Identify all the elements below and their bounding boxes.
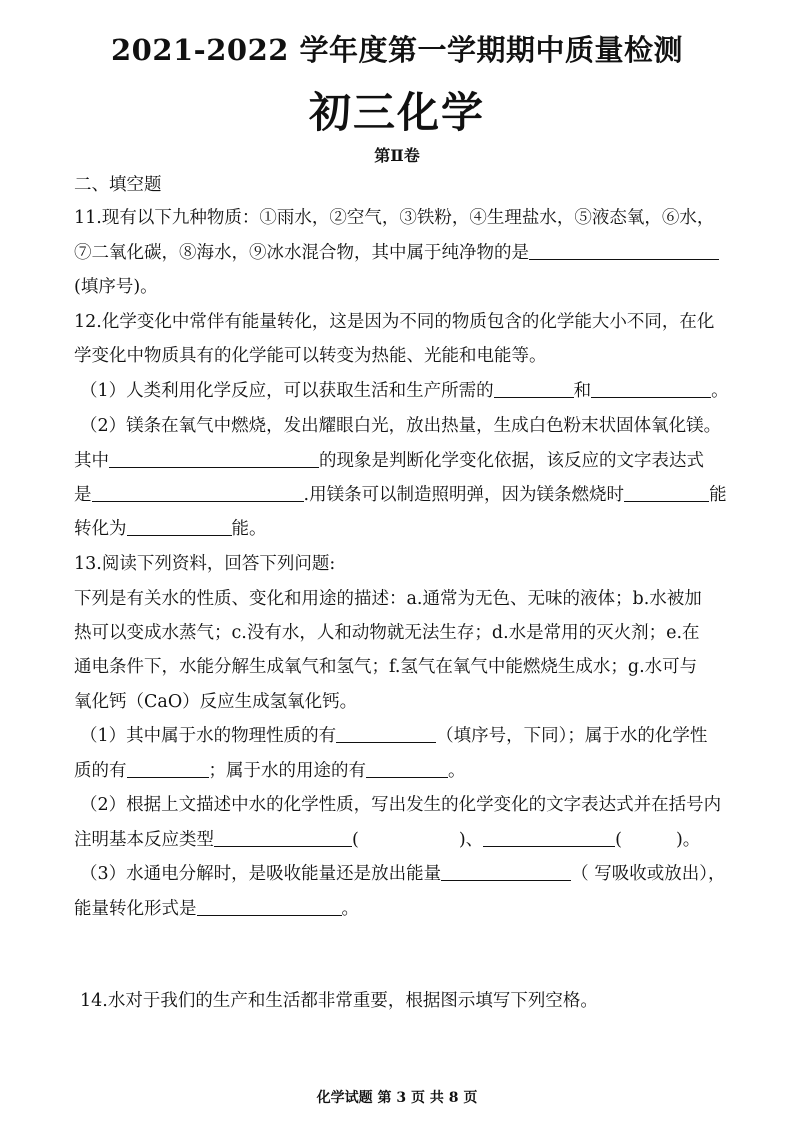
- q13-part3-text-c: 能量转化形式是: [74, 899, 197, 919]
- q12-part2-text-e: 能: [709, 485, 727, 505]
- exam-title: 2021-2022 学年度第一学期期中质量检测: [110, 33, 684, 67]
- q12-part2-line-1: （2）镁条在氧气中燃烧，发出耀眼白光，放出热量，生成白色粉末状固体氧化镁。: [80, 416, 722, 436]
- q12-part1-and: 和: [573, 381, 592, 401]
- q13-part3-text-a: （3）水通电分解时，是吸收能量还是放出能量: [80, 864, 442, 884]
- q13-line-5: 氧化钙（CaO）反应生成氢氧化钙。: [74, 692, 358, 712]
- q12-part2-text-d: .用镁条可以制造照明弹，因为镁条燃烧时: [303, 485, 625, 505]
- q13-part3-text-b: （ 写吸收或放出），: [571, 864, 726, 884]
- q13-part1-blank-2[interactable]: [127, 759, 209, 778]
- q12-part2-blank-1[interactable]: [109, 449, 319, 468]
- subject-title: 初三化学: [308, 88, 485, 137]
- q11-line-3: (填序号)。: [74, 277, 158, 297]
- q13-line-2: 下列是有关水的性质、变化和用途的描述：a.通常为无色、无味的液体；b.水被加: [74, 589, 702, 609]
- q13-part1-line-1: [80, 723, 770, 749]
- q12-part2-line-4: [74, 516, 764, 542]
- q12-line-2: 学变化中物质具有的化学能可以转变为热能、光能和电能等。: [74, 346, 547, 366]
- q12-part2-blank-3[interactable]: [624, 483, 709, 502]
- q13-part2-blank-2[interactable]: [483, 828, 615, 847]
- q13-part1-line-2: [74, 758, 764, 784]
- q12-part2-text-g: 能。: [231, 519, 267, 539]
- q13-line-1: 13.阅读下列资料，回答下列问题:: [74, 554, 336, 574]
- q12-part2-blank-2[interactable]: [92, 483, 304, 502]
- q12-part2-blank-4[interactable]: [127, 517, 232, 536]
- q13-part1-text-b: （填序号，下同）；属于水的化学性: [436, 726, 708, 746]
- q13-line-3: 热可以变成水蒸气；c.没有水，人和动物就无法生存；d.水是常用的灭火剂；e.在: [74, 623, 700, 643]
- section-heading: 二、填空题: [74, 175, 162, 195]
- q13-part2-line-2: [74, 827, 764, 853]
- q11-text: ⑦二氧化碳，⑧海水，⑨冰水混合物，其中属于纯净物的是: [74, 243, 529, 263]
- q13-part2-paren-close-2: )。: [675, 830, 701, 850]
- q11-answer-blank[interactable]: [529, 241, 719, 260]
- q12-part2-text-a: 其中: [74, 451, 109, 471]
- q13-part3-blank-1[interactable]: [441, 862, 571, 881]
- q12-part2-text-c: 是: [74, 485, 92, 505]
- q13-part2-text: 注明基本反应类型: [74, 830, 214, 850]
- q13-part2-paren-close-1: )、: [458, 830, 484, 850]
- q11-line-2: [74, 240, 764, 266]
- volume-label: 第Ⅱ卷: [374, 146, 420, 165]
- q13-part3-line-2: [74, 896, 764, 922]
- q12-part2-text-f: 转化为: [74, 519, 127, 539]
- q13-part1-blank-1[interactable]: [336, 724, 436, 743]
- q12-part2-text-b: 的现象是判断化学变化依据，该反应的文字表达式: [319, 451, 704, 471]
- q12-part1-blank-2[interactable]: [591, 379, 711, 398]
- q12-part1-end: 。: [711, 381, 729, 401]
- q13-part2-line-1: （2）根据上文描述中水的化学性质，写出发生的化学变化的文字表达式并在括号内: [80, 795, 722, 815]
- page-footer: 化学试题 第 3 页 共 8 页: [316, 1090, 478, 1106]
- q13-part3-text-d: 。: [341, 899, 359, 919]
- q13-part2-blank-1[interactable]: [214, 828, 352, 847]
- q13-part1-text-c: 质的有: [74, 761, 127, 781]
- q13-part1-blank-3[interactable]: [366, 759, 448, 778]
- q13-part1-text-e: 。: [448, 761, 466, 781]
- q13-part1-text-a: （1）其中属于水的物理性质的有: [80, 726, 337, 746]
- q13-part2-paren-open-2: (: [615, 830, 622, 850]
- q13-line-4: 通电条件下，水能分解生成氧气和氢气；f.氢气在氧气中能燃烧生成水；g.水可与: [74, 657, 698, 677]
- q12-part1-text: （1）人类利用化学反应，可以获取生活和生产所需的: [80, 381, 494, 401]
- q13-part3-line-1: [80, 861, 770, 887]
- q12-part1: [80, 378, 770, 404]
- q13-part1-text-d: ；属于水的用途的有: [208, 761, 366, 781]
- q13-part2-paren-open-1: (: [352, 830, 359, 850]
- q12-part2-line-2: [74, 448, 764, 474]
- q14-line-1: 14.水对于我们的生产和生活都非常重要，根据图示填写下列空格。: [80, 991, 598, 1011]
- q12-line-1: 12.化学变化中常伴有能量转化，这是因为不同的物质包含的化学能大小不同，在化: [74, 312, 715, 332]
- q12-part2-line-3: [74, 482, 764, 508]
- q13-part3-blank-2[interactable]: [197, 897, 342, 916]
- q11-line-1: 11.现有以下九种物质：①雨水，②空气，③铁粉，④生理盐水，⑤液态氧，⑥水，: [74, 208, 715, 228]
- q12-part1-blank-1[interactable]: [494, 379, 574, 398]
